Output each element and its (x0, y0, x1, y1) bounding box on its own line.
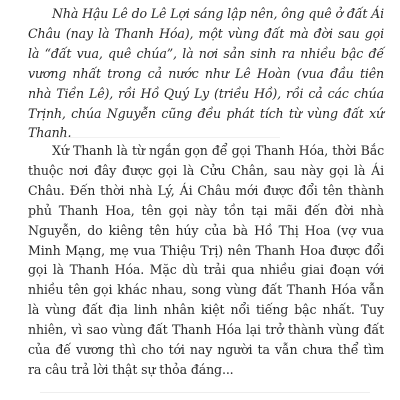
intro-paragraph-italic: Nhà Hậu Lê do Lê Lợi sáng lập nên, ông quê ở đất Ái Châu (nay là Thanh Hóa), một vùng đất mà đời sau gọi là “đất vua, quê chúa”, là nơi sản sinh ra nhiều bậc đế vương nhất trong cả nước như Lê Hoàn (vua đầu tiên nhà Tiền Lê), rồi Hồ Quý Ly (triều Hồ), rồi cả các chúa Trịnh, chúa Nguyễn cũng đều phát tích từ vùng đất xứ Thanh. (28, 6, 384, 141)
bleed-through-line (40, 392, 370, 393)
body-paragraph: Xứ Thanh là từ ngắn gọn để gọi Thanh Hóa, thời Bắc thuộc nơi đây được gọi là Cửu Chân, sau này gọi là Ái Châu. Đến thời nhà Lý, Ái Châu mới được đổi tên thành phủ Thanh Hoa, tên gọi này tồn tại mãi đến đời nhà Nguyễn, do kiêng tên húy của bà Hồ Thị Hoa (vợ vua Minh Mạng, mẹ vua Thiệu Trị) nên Thanh Hoa được đổi gọi là Thanh Hóa. Mặc dù trải qua nhiều giai đoạn với nhiều tên gọi khác nhau, song vùng đất Thanh Hóa vẫn là vùng đất địa linh nhân kiệt nổi tiếng bậc nhất. Tuy nhiên, vì sao vùng đất Thanh Hóa lại trở thành vùng đất của đế vương thì cho tới nay người ta vẫn chưa thể tìm ra câu trả lời thật sự thỏa đáng... (28, 143, 384, 377)
